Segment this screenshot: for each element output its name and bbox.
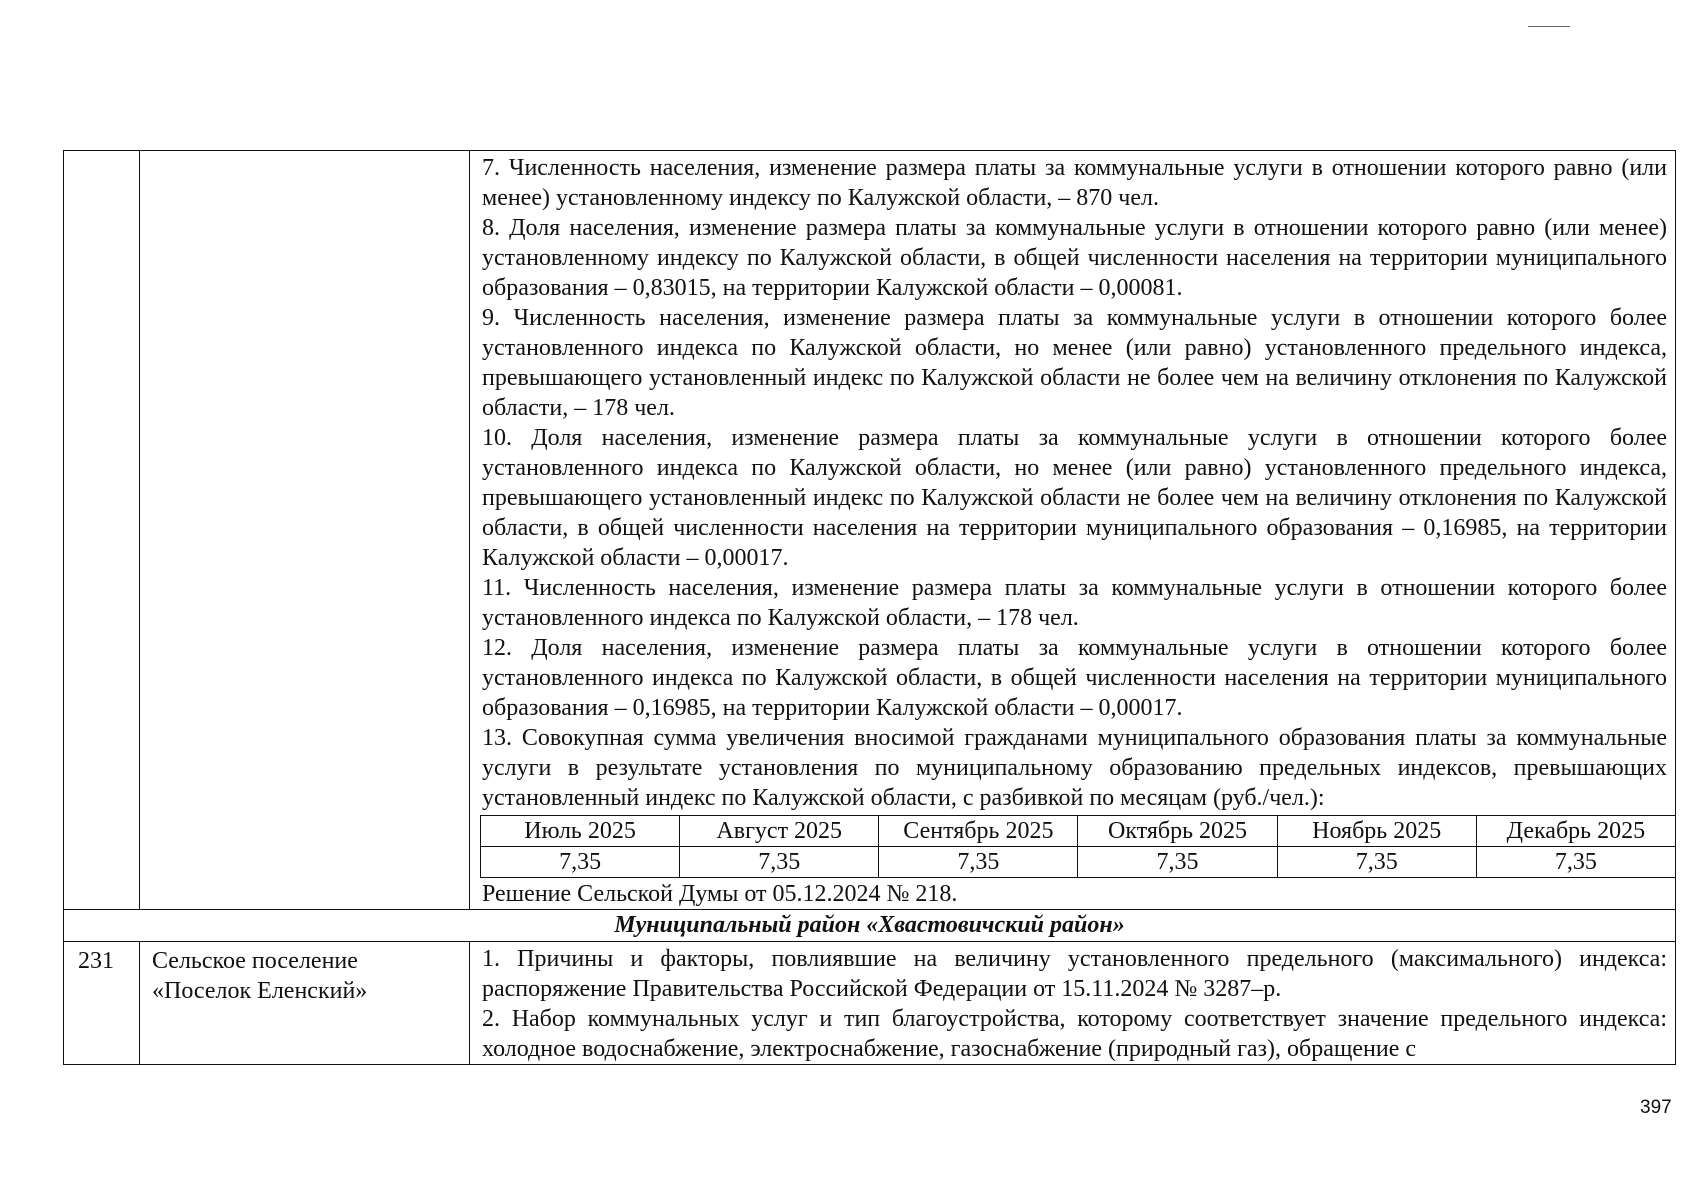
- table-row: [64, 942, 1676, 1065]
- number-cell: [64, 151, 140, 910]
- month-value: 7,35: [1476, 847, 1675, 878]
- paragraph-10: 10. Доля населения, изменение размера платы за коммунальные услуги в отношении которого более установленного индекса по Калужской области, но менее (или равно) установленного предельного индекса, превышающего установленный индекс по Калужской области не более чем на величину отклонения по Калужской области, в общей численности населения на территории муниципального образования – 0,16985, на территории Калужской области – 0,00017.: [482, 425, 1667, 571]
- month-value: 7,35: [1277, 847, 1476, 878]
- monthly-values-row: [481, 847, 1676, 878]
- entry-paragraph-1: 1. Причины и факторы, повлиявшие на величину установленного предельного (максимального) индекса: распоряжение Правительства Российской Федерации от 15.11.2024 № 3287–р.: [482, 946, 1667, 1002]
- entry-paragraph-2: 2. Набор коммунальных услуг и тип благоустройства, которому соответствует значение предельного индекса: холодное водоснабжение, электроснабжение, газоснабжение (природный газ), обращение с: [482, 1006, 1667, 1062]
- paragraph-13: 13. Совокупная сумма увеличения вносимой гражданами муниципального образования платы за коммунальные услуги в результате установления по муниципальному образованию предельных индексов, превышающих установленный индекс по Калужской области, с разбивкой по месяцам (руб./чел.):: [482, 725, 1667, 811]
- month-value: 7,35: [879, 847, 1078, 878]
- month-header: Август 2025: [680, 816, 879, 847]
- month-header: Декабрь 2025: [1476, 816, 1675, 847]
- page-number: 397: [1640, 1097, 1672, 1118]
- content-cell: [470, 151, 1676, 910]
- entry-number: 231: [78, 948, 114, 974]
- paragraph-11: 11. Численность населения, изменение размера платы за коммунальные услуги в отношении которого более установленного индекса по Калужской области, – 178 чел.: [482, 575, 1667, 631]
- month-header: Ноябрь 2025: [1277, 816, 1476, 847]
- number-cell: [64, 942, 140, 1065]
- month-header: Июль 2025: [481, 816, 680, 847]
- settlement-cell: [140, 942, 470, 1065]
- decision-text: Решение Сельской Думы от 05.12.2024 № 218.: [482, 881, 958, 907]
- month-header: Октябрь 2025: [1078, 816, 1277, 847]
- settlement-cell: [140, 151, 470, 910]
- paragraph-12: 12. Доля населения, изменение размера платы за коммунальные услуги в отношении которого более установленного индекса по Калужской области, в общей численности населения на территории муниципального образования – 0,16985, на территории Калужской области – 0,00017.: [482, 635, 1667, 721]
- monthly-header-row: [481, 816, 1676, 847]
- content-cell: [470, 942, 1676, 1065]
- monthly-table: [480, 815, 1676, 878]
- paragraph-9: 9. Численность населения, изменение размера платы за коммунальные услуги в отношении которого более установленного индекса по Калужской области, но менее (или равно) установленного предельного индекса, превышающего установленный индекс по Калужской области не более чем на величину отклонения по Калужской области, – 178 чел.: [482, 305, 1667, 421]
- month-value: 7,35: [481, 847, 680, 878]
- settlement-name-line2: «Поселок Еленский»: [152, 978, 368, 1004]
- section-row: [64, 910, 1676, 942]
- month-value: 7,35: [1078, 847, 1277, 878]
- table-row: [64, 151, 1676, 910]
- month-header: Сентябрь 2025: [879, 816, 1078, 847]
- paragraph-8: 8. Доля населения, изменение размера платы за коммунальные услуги в отношении которого равно (или менее) установленному индексу по Калужской области, в общей численности населения на территории муниципального образования – 0,83015, на территории Калужской области – 0,00081.: [482, 215, 1667, 301]
- corner-mark: [1528, 26, 1570, 27]
- paragraph-7: 7. Численность населения, изменение размера платы за коммунальные услуги в отношении которого равно (или менее) установленному индексу по Калужской области, – 870 чел.: [482, 155, 1667, 211]
- document-table: [63, 150, 1676, 1065]
- section-title: Муниципальный район «Хвастовичский район»: [64, 910, 1676, 942]
- month-value: 7,35: [680, 847, 879, 878]
- settlement-name-line1: Сельское поселение: [152, 948, 358, 974]
